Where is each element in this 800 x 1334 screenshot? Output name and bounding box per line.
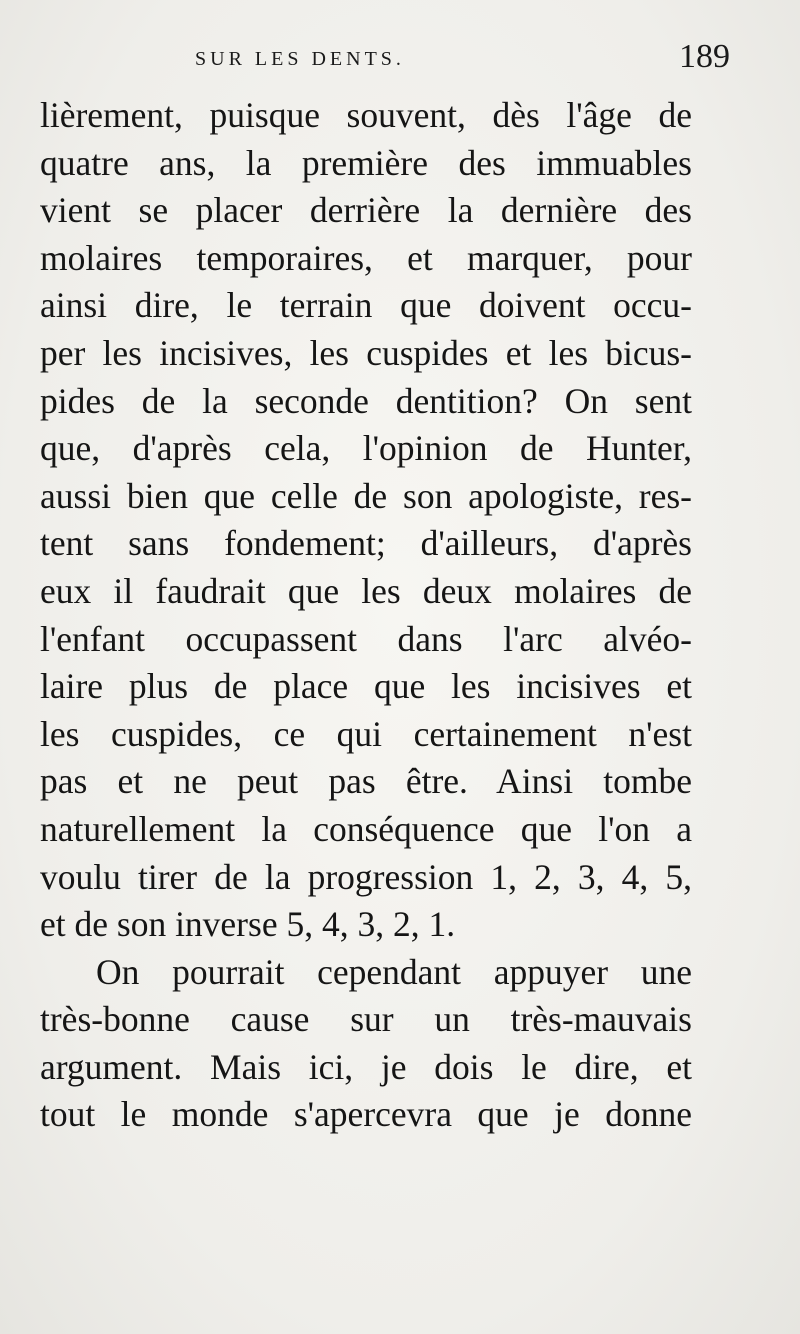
text-line: aussi bien que celle de son apologiste, res-	[40, 475, 692, 516]
text-line: tent sans fondement; d'ailleurs, d'après	[40, 523, 692, 564]
text-line: tout le monde s'apercevra que je donne	[40, 1094, 692, 1135]
paragraph-end-line: et de son inverse 5, 4, 3, 2, 1.	[40, 904, 456, 945]
text-line: les cuspides, ce qui certainement n'est	[40, 713, 692, 754]
page-number: 189	[679, 38, 730, 75]
paragraph-start-line: On pourrait cependant appuyer une	[96, 951, 692, 992]
text-line: argument. Mais ici, je dois le dire, et	[40, 1046, 692, 1087]
text-line: l'enfant occupassent dans l'arc alvéo-	[40, 618, 692, 659]
text-line: pas et ne peut pas être. Ainsi tombe	[40, 761, 692, 802]
text-line: vient se placer derrière la dernière des	[40, 190, 692, 231]
text-line: ainsi dire, le terrain que doivent occu-	[40, 285, 692, 326]
text-line: très-bonne cause sur un très-mauvais	[40, 999, 692, 1040]
text-line: que, d'après cela, l'opinion de Hunter,	[40, 428, 692, 469]
text-line: laire plus de place que les incisives et	[40, 666, 692, 707]
text-line: quatre ans, la première des immuables	[40, 142, 692, 183]
text-line: pides de la seconde dentition? On sent	[40, 380, 692, 421]
text-line: per les incisives, les cuspides et les bicus-	[40, 332, 692, 373]
body-text	[40, 92, 692, 1139]
page-header	[40, 38, 730, 88]
running-head: SUR LES DENTS.	[195, 48, 405, 70]
text-line: eux il faudrait que les deux molaires de	[40, 570, 692, 611]
text-line: lièrement, puisque souvent, dès l'âge de	[40, 95, 692, 135]
text-line: voulu tirer de la progression 1, 2, 3, 4, 5,	[40, 856, 692, 897]
text-line: naturellement la conséquence que l'on a	[40, 808, 692, 849]
text-line: molaires temporaires, et marquer, pour	[40, 237, 692, 278]
